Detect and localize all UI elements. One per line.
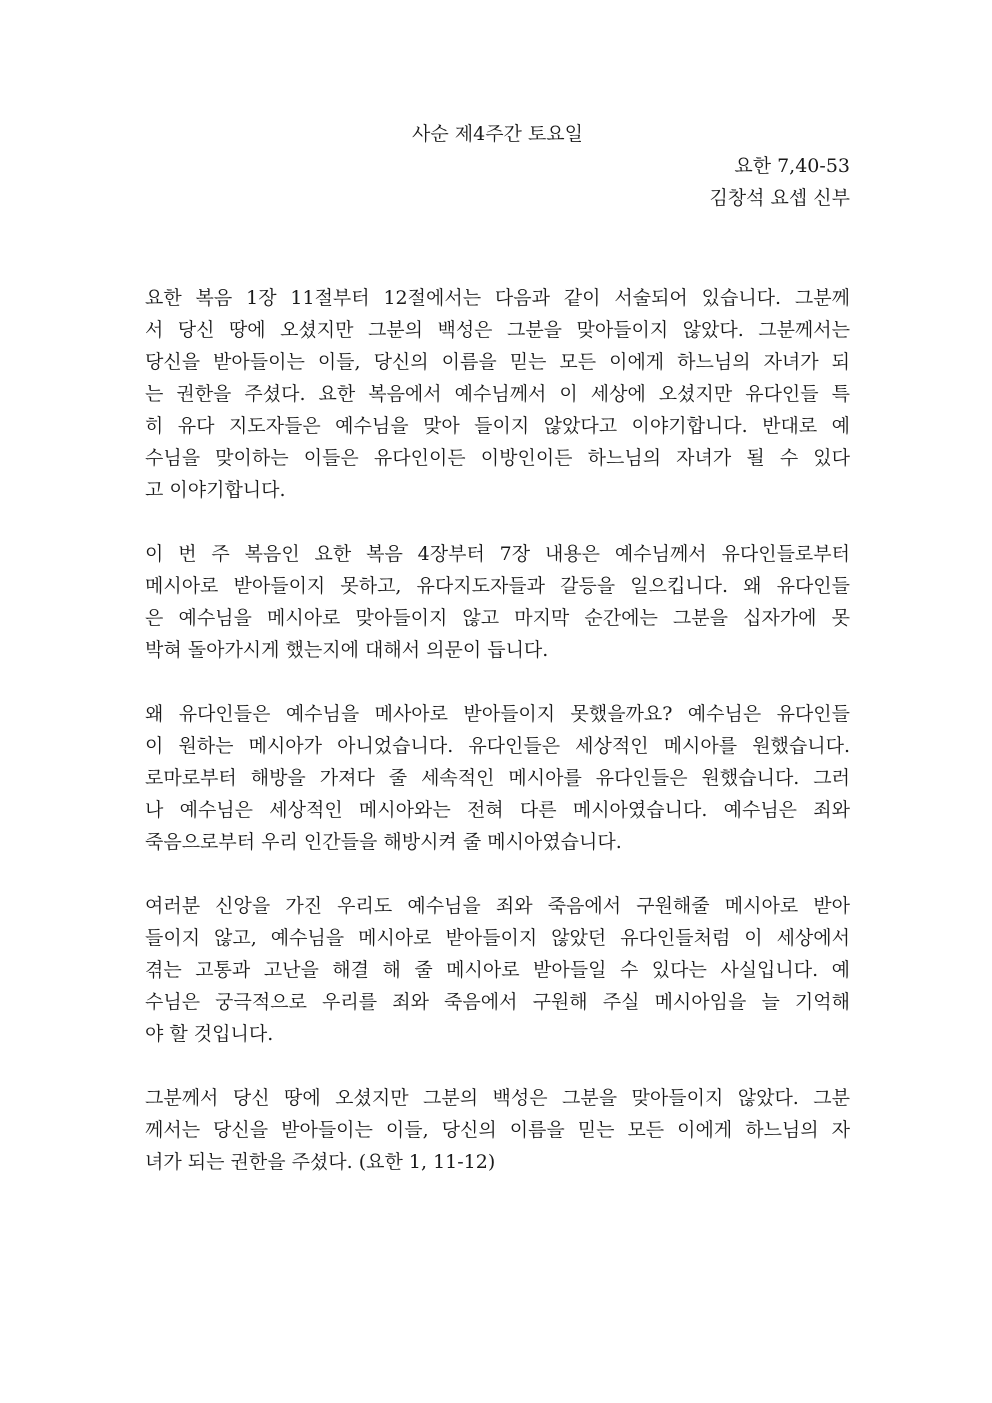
text-line: 메시아로 받아들이지 못하고, 유다지도자들과 갈등을 일으킵니다. 왜 유다인들 bbox=[145, 575, 850, 597]
text-line: 수님은 궁극적으로 우리를 죄와 죽음에서 구원해 주실 메시아임을 늘 기억해 bbox=[145, 991, 850, 1013]
text-line: 는 권한을 주셨다. 요한 복음에서 예수님께서 이 세상에 오셨지만 유다인들 특 bbox=[145, 383, 850, 405]
text-line: 겪는 고통과 고난을 해결 해 줄 메시아로 받아들일 수 있다는 사실입니다. 예 bbox=[145, 959, 850, 981]
text-line: 왜 유다인들은 예수님을 메사아로 받아들이지 못했을까요? 예수님은 유다인들 bbox=[145, 703, 850, 725]
text-line: 은 예수님을 메시아로 맞아들이지 않고 마지막 순간에는 그분을 십자가에 못 bbox=[145, 607, 850, 629]
paragraph-2 bbox=[145, 538, 850, 666]
text-line: 고 이야기합니다. bbox=[145, 479, 286, 501]
text-line: 이 원하는 메시아가 아니었습니다. 유다인들은 세상적인 메시아를 원했습니다. bbox=[145, 735, 850, 757]
paragraph-5 bbox=[145, 1082, 850, 1178]
text-line: 서 당신 땅에 오셨지만 그분의 백성은 그분을 맞아들이지 않았다. 그분께서는 bbox=[145, 319, 850, 341]
document-title: 사순 제4주간 토요일 bbox=[412, 123, 583, 145]
text-line: 이 번 주 복음인 요한 복음 4장부터 7장 내용은 예수님께서 유다인들로부터 bbox=[145, 543, 850, 565]
text-line: 들이지 않고, 예수님을 메시아로 받아들이지 않았던 유다인들처럼 이 세상에서 bbox=[145, 927, 850, 949]
document-page bbox=[145, 118, 850, 1210]
paragraph-1 bbox=[145, 282, 850, 506]
text-line: 나 예수님은 세상적인 메시아와는 전혀 다른 메시아였습니다. 예수님은 죄와 bbox=[145, 799, 850, 821]
text-line: 수님을 맞이하는 이들은 유다인이든 이방인이든 하느님의 자녀가 될 수 있다 bbox=[145, 447, 850, 469]
text-line: 로마로부터 해방을 가져다 줄 세속적인 메시아를 유다인들은 원했습니다. 그러 bbox=[145, 767, 850, 789]
text-line: 요한 복음 1장 11절부터 12절에서는 다음과 같이 서술되어 있습니다. 그분께 bbox=[145, 287, 850, 309]
paragraph-3 bbox=[145, 698, 850, 858]
text-line: 여러분 신앙을 가진 우리도 예수님을 죄와 죽음에서 구원해줄 메시아로 받아 bbox=[145, 895, 850, 917]
paragraph-4 bbox=[145, 890, 850, 1050]
author-name: 김창석 요셉 신부 bbox=[709, 187, 850, 209]
text-line: 야 할 것입니다. bbox=[145, 1023, 274, 1045]
text-line: 께서는 당신을 받아들이는 이들, 당신의 이름을 믿는 모든 이에게 하느님의 자 bbox=[145, 1119, 850, 1141]
text-line: 히 유다 지도자들은 예수님을 맞아 들이지 않았다고 이야기합니다. 반대로 예 bbox=[145, 415, 850, 437]
text-line: 당신을 받아들이는 이들, 당신의 이름을 믿는 모든 이에게 하느님의 자녀가 되 bbox=[145, 351, 850, 373]
text-line: 박혀 돌아가시게 했는지에 대해서 의문이 듭니다. bbox=[145, 639, 549, 661]
text-line: 녀가 되는 권한을 주셨다. (요한 1, 11-12) bbox=[145, 1151, 496, 1173]
document-body bbox=[145, 282, 850, 1178]
text-line: 죽음으로부터 우리 인간들을 해방시켜 줄 메시아였습니다. bbox=[145, 831, 622, 853]
scripture-reference: 요한 7,40-53 bbox=[734, 155, 850, 177]
text-line: 그분께서 당신 땅에 오셨지만 그분의 백성은 그분을 맞아들이지 않았다. 그분 bbox=[145, 1087, 850, 1109]
